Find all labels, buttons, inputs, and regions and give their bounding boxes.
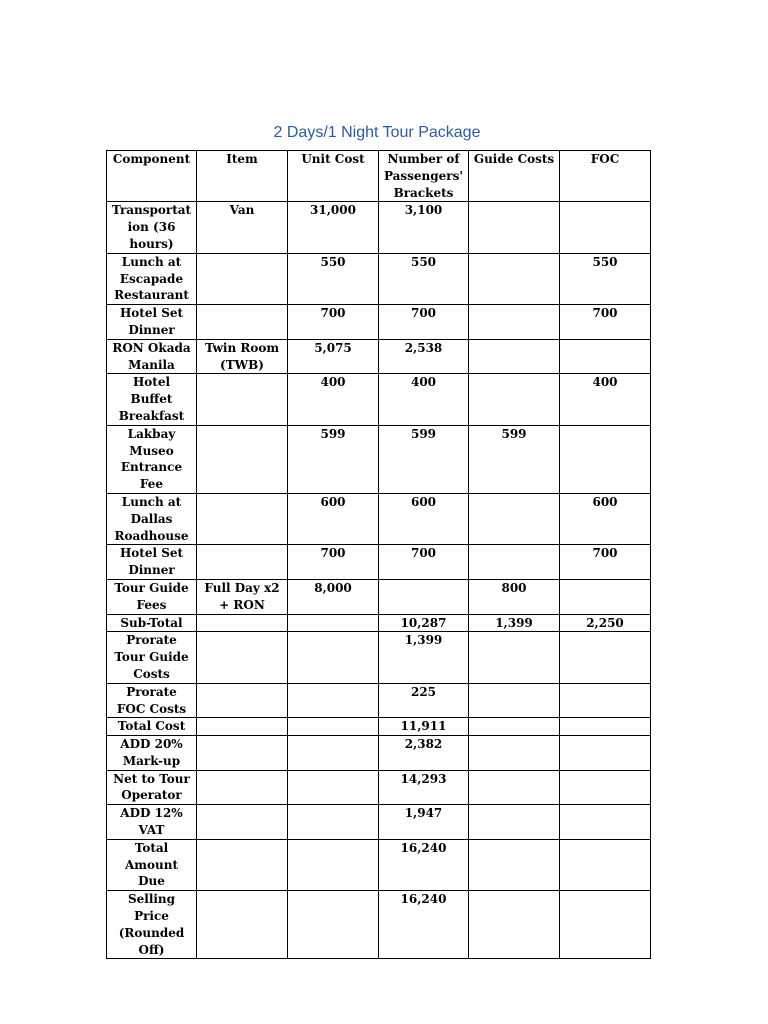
cell-guide-costs [469, 736, 560, 771]
cell-component: Lakbay Museo Entrance Fee [107, 425, 197, 493]
cell-item: Van [197, 202, 288, 253]
cell-foc [560, 425, 651, 493]
cell-foc [560, 770, 651, 805]
header-passenger-brackets: Number of Passengers' Brackets [379, 151, 469, 202]
cell-passenger-brackets: 600 [379, 493, 469, 544]
table-body [107, 151, 651, 959]
cell-guide-costs [469, 632, 560, 683]
cell-guide-costs: 1,399 [469, 614, 560, 632]
header-item: Item [197, 151, 288, 202]
cell-item: Twin Room (TWB) [197, 339, 288, 374]
cell-foc: 700 [560, 305, 651, 340]
table-row [107, 253, 651, 304]
cell-unit-cost [288, 891, 379, 959]
cell-component: ADD 12% VAT [107, 805, 197, 840]
cell-item [197, 805, 288, 840]
table-row [107, 339, 651, 374]
cell-item [197, 374, 288, 425]
cell-unit-cost: 700 [288, 545, 379, 580]
cell-unit-cost: 600 [288, 493, 379, 544]
cell-guide-costs [469, 839, 560, 890]
cell-item [197, 683, 288, 718]
cell-foc [560, 891, 651, 959]
cell-foc: 700 [560, 545, 651, 580]
cell-guide-costs [469, 683, 560, 718]
cell-item [197, 425, 288, 493]
table-row [107, 718, 651, 736]
cell-guide-costs [469, 493, 560, 544]
cell-unit-cost: 550 [288, 253, 379, 304]
cell-component: Hotel Set Dinner [107, 305, 197, 340]
cell-component: Prorate Tour Guide Costs [107, 632, 197, 683]
cell-guide-costs: 599 [469, 425, 560, 493]
table-row [107, 579, 651, 614]
cell-item [197, 614, 288, 632]
cell-passenger-brackets: 3,100 [379, 202, 469, 253]
cell-unit-cost [288, 736, 379, 771]
cell-passenger-brackets: 225 [379, 683, 469, 718]
cell-foc [560, 736, 651, 771]
table-row [107, 202, 651, 253]
cell-component: Hotel Set Dinner [107, 545, 197, 580]
cell-component: RON Okada Manila [107, 339, 197, 374]
table-row [107, 632, 651, 683]
cell-foc [560, 579, 651, 614]
cell-foc [560, 805, 651, 840]
cell-unit-cost: 5,075 [288, 339, 379, 374]
cell-item [197, 891, 288, 959]
cell-passenger-brackets: 1,399 [379, 632, 469, 683]
cell-passenger-brackets: 700 [379, 545, 469, 580]
cell-unit-cost: 599 [288, 425, 379, 493]
cell-guide-costs [469, 305, 560, 340]
cell-passenger-brackets: 14,293 [379, 770, 469, 805]
cell-unit-cost [288, 718, 379, 736]
cell-unit-cost [288, 770, 379, 805]
cell-guide-costs [469, 374, 560, 425]
cell-component: Lunch at Dallas Roadhouse [107, 493, 197, 544]
cell-unit-cost [288, 683, 379, 718]
cell-unit-cost [288, 805, 379, 840]
cell-passenger-brackets: 2,538 [379, 339, 469, 374]
cell-foc [560, 683, 651, 718]
cell-passenger-brackets: 700 [379, 305, 469, 340]
table-row [107, 839, 651, 890]
cell-unit-cost [288, 632, 379, 683]
cell-item [197, 736, 288, 771]
header-foc: FOC [560, 151, 651, 202]
cell-item [197, 770, 288, 805]
cell-foc [560, 202, 651, 253]
cell-passenger-brackets: 16,240 [379, 891, 469, 959]
table-row [107, 770, 651, 805]
table-header-row [107, 151, 651, 202]
cell-passenger-brackets: 400 [379, 374, 469, 425]
cell-component: Transportation (36 hours) [107, 202, 197, 253]
cell-item: Full Day x2 + RON [197, 579, 288, 614]
document-title: 2 Days/1 Night Tour Package [273, 124, 481, 141]
cell-component: Selling Price (Rounded Off) [107, 891, 197, 959]
cell-unit-cost: 8,000 [288, 579, 379, 614]
cell-passenger-brackets: 10,287 [379, 614, 469, 632]
cell-foc: 550 [560, 253, 651, 304]
cell-guide-costs [469, 202, 560, 253]
cell-guide-costs [469, 718, 560, 736]
cell-component: Prorate FOC Costs [107, 683, 197, 718]
tour-package-table [106, 150, 651, 959]
cell-item [197, 545, 288, 580]
cell-foc [560, 718, 651, 736]
cell-item [197, 253, 288, 304]
table-row [107, 683, 651, 718]
cell-guide-costs: 800 [469, 579, 560, 614]
header-unit-cost: Unit Cost [288, 151, 379, 202]
header-guide-costs: Guide Costs [469, 151, 560, 202]
cell-guide-costs [469, 253, 560, 304]
cell-unit-cost [288, 839, 379, 890]
cell-item [197, 718, 288, 736]
cell-item [197, 493, 288, 544]
cell-foc [560, 839, 651, 890]
table-row [107, 614, 651, 632]
cell-foc: 2,250 [560, 614, 651, 632]
table-row [107, 736, 651, 771]
cell-component: Lunch at Escapade Restaurant [107, 253, 197, 304]
cell-component: Tour Guide Fees [107, 579, 197, 614]
cell-passenger-brackets: 2,382 [379, 736, 469, 771]
cell-guide-costs [469, 770, 560, 805]
cell-passenger-brackets: 599 [379, 425, 469, 493]
cell-guide-costs [469, 891, 560, 959]
cell-component: Total Amount Due [107, 839, 197, 890]
cell-unit-cost [288, 614, 379, 632]
cell-item [197, 632, 288, 683]
cell-guide-costs [469, 339, 560, 374]
cell-passenger-brackets [379, 579, 469, 614]
cell-guide-costs [469, 805, 560, 840]
cell-foc: 400 [560, 374, 651, 425]
cell-unit-cost: 400 [288, 374, 379, 425]
cell-passenger-brackets: 1,947 [379, 805, 469, 840]
cell-component: ADD 20% Mark-up [107, 736, 197, 771]
cell-passenger-brackets: 16,240 [379, 839, 469, 890]
table-row [107, 305, 651, 340]
table-row [107, 545, 651, 580]
cell-component: Total Cost [107, 718, 197, 736]
header-component: Component [107, 151, 197, 202]
cell-passenger-brackets: 11,911 [379, 718, 469, 736]
table-row [107, 891, 651, 959]
cell-foc [560, 339, 651, 374]
table-row [107, 805, 651, 840]
table-row [107, 493, 651, 544]
cell-guide-costs [469, 545, 560, 580]
cell-component: Hotel Buffet Breakfast [107, 374, 197, 425]
cell-component: Net to Tour Operator [107, 770, 197, 805]
cell-foc [560, 632, 651, 683]
cell-unit-cost: 700 [288, 305, 379, 340]
cell-foc: 600 [560, 493, 651, 544]
cell-item [197, 305, 288, 340]
table-row [107, 425, 651, 493]
cell-item [197, 839, 288, 890]
cell-passenger-brackets: 550 [379, 253, 469, 304]
cell-component: Sub-Total [107, 614, 197, 632]
table-row [107, 374, 651, 425]
cell-unit-cost: 31,000 [288, 202, 379, 253]
